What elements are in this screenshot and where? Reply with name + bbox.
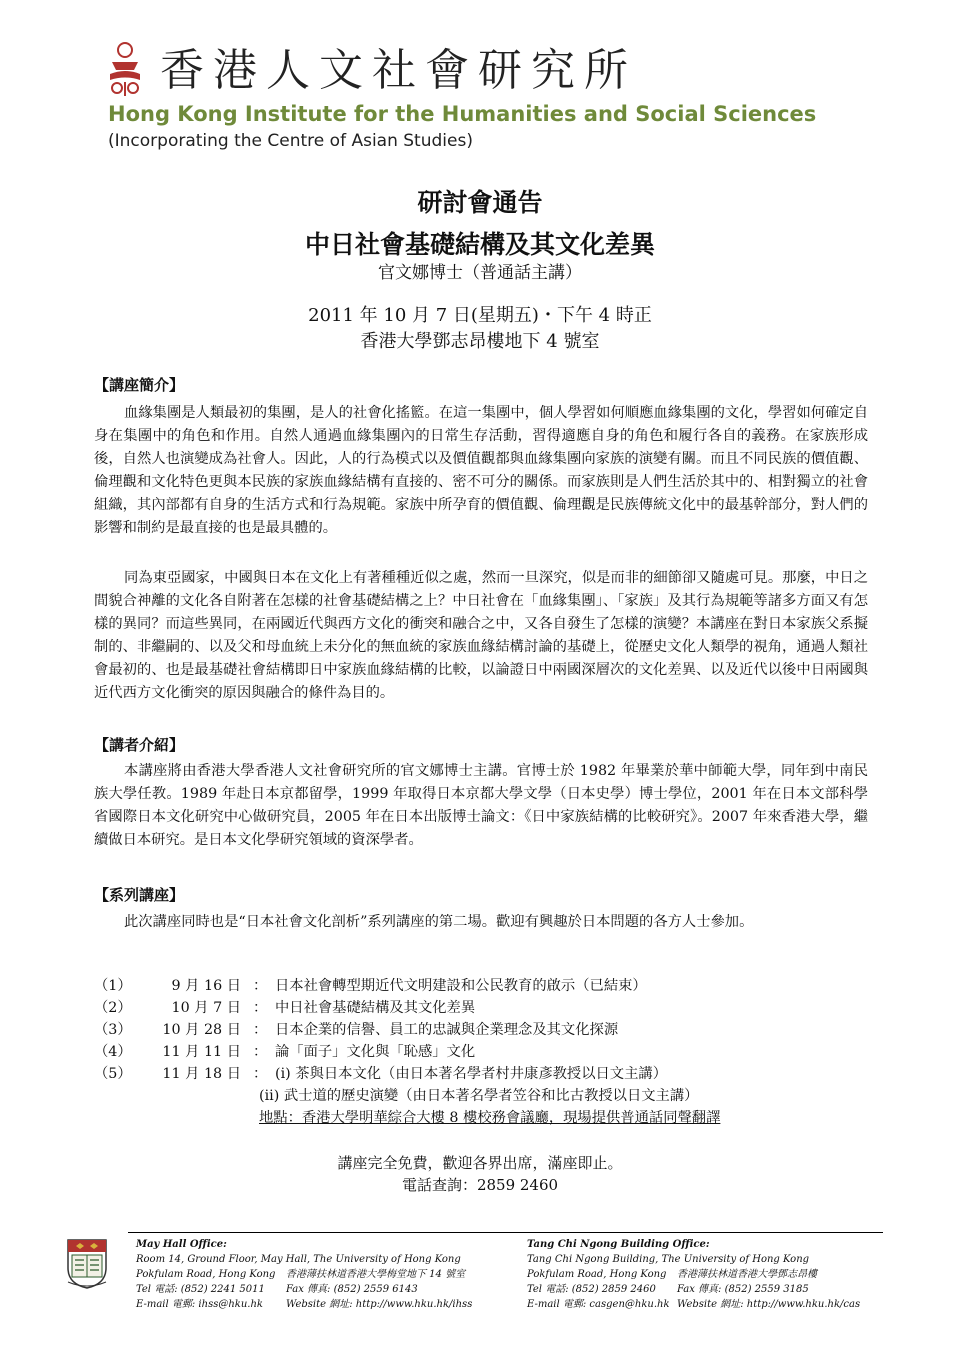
- seminar-topic: 中日社會基礎結構及其文化差異: [304, 230, 655, 259]
- office-address-chinese: 香港薄扶林道香港大學梅堂地下 14 號室: [286, 1269, 466, 1280]
- schedule-row: [94, 997, 874, 1019]
- office-address: Tang Chi Ngong Building, The University of Hong Kong: [527, 1254, 810, 1265]
- schedule-date: 10 月 7 日: [171, 1000, 241, 1016]
- office-address-chinese: 香港薄扶林道香港大學鄧志昂樓: [677, 1269, 817, 1280]
- event-datetime: 2011 年 10 月 7 日(星期五)・下午 4 時正: [308, 305, 652, 326]
- schedule-title: 論「面子」文化與「恥感」文化: [275, 1044, 476, 1060]
- office-website[interactable]: Website 網址: http://www.hku.hk/cas: [677, 1299, 861, 1310]
- intro-heading: 【講座簡介】: [94, 376, 185, 394]
- schedule-row: [94, 1041, 874, 1063]
- schedule-title: (i) 茶與日本文化（由日本著名學者村井康彥教授以日文主講）: [275, 1066, 667, 1082]
- office-road: Pokfulam Road, Hong Kong: [136, 1269, 276, 1280]
- series-heading: 【系列講座】: [94, 886, 185, 904]
- schedule-date: 10 月 28 日: [162, 1022, 241, 1038]
- lecture-schedule: [94, 975, 874, 1129]
- institute-subtitle: (Incorporating the Centre of Asian Studies): [108, 131, 473, 151]
- office-fax: Fax 傳真: (852) 2559 3185: [677, 1284, 809, 1295]
- schedule-number: （4）: [94, 1044, 132, 1060]
- intro-paragraph-2: 同為東亞國家，中國與日本在文化上有著種種近似之處，然而一旦深究，似是而非的細節卻又隨處可見。那麼，中日之間貌合神離的文化各自附著在怎樣的社會基礎結構之上？中日社會在「血緣集團」、「家族」及其行為規範等諸多方面又有怎樣的異同？而這些異同，在兩國近代與西方文化的衝突和融合之中，又各自發生了怎樣的演變？本講座在對日本家族父系擬制的、非繼嗣的、以及父和母血統上未分化的無血統的家族血緣結構討論的基礎上，從歷史文化人類學的視角，通過人類社會最初的、也是最基礎社會結構即日中家族血緣結構的比較，以論證日中兩國深層次的文化差異、以及近代以後中日兩國與近代西方文化衝突的原因與融合的條件為目的。: [94, 570, 868, 701]
- schedule-row: [94, 975, 874, 997]
- schedule-sub-lecture: (ii) 武士道的歷史演變（由日本著名學者笠谷和比古教授以日文主講）: [259, 1088, 699, 1104]
- office-tel: Tel 電話: (852) 2241 5011: [136, 1284, 265, 1295]
- notice-title: 研討會通告: [417, 188, 543, 217]
- schedule-row: [94, 1019, 874, 1041]
- schedule-colon: ：: [253, 1022, 268, 1038]
- speaker-paragraph: 本講座將由香港大學香港人文社會研究所的官文娜博士主講。官博士於 1982 年畢業於華中師範大學，同年到中南民族大學任教。1989 年赴日本京都留學，1999 年取得日本京都大學文學（日本史學）博士學位，2001 年在日本文部科學省國際日本文化研究中心做研究員，2005 年在日本出版博士論文：《日中家族結構的比較研究》。2007 年來香港大學，繼續做日本研究。是日本文化學研究領域的資深學者。: [94, 763, 868, 848]
- schedule-title: 中日社會基礎結構及其文化差異: [275, 1000, 476, 1016]
- institute-seal-logo: [104, 40, 146, 98]
- admission-note: 講座完全免費，歡迎各界出席，滿座即止。: [337, 1154, 623, 1172]
- enquiry-phone: 電話查詢：2859 2460: [401, 1176, 559, 1194]
- office-road: Pokfulam Road, Hong Kong: [527, 1269, 667, 1280]
- office-email[interactable]: E-mail 電郵: ihss@hku.hk: [136, 1299, 263, 1310]
- schedule-colon: ：: [253, 978, 268, 994]
- schedule-date: 11 月 18 日: [162, 1066, 241, 1082]
- schedule-colon: ：: [253, 1044, 268, 1060]
- schedule-colon: ：: [253, 1066, 268, 1082]
- schedule-location: 地點：香港大學明華綜合大樓 8 樓校務會議廳，現場提供普通話同聲翻譯: [259, 1110, 721, 1126]
- schedule-number: （3）: [94, 1022, 132, 1038]
- schedule-number: （2）: [94, 1000, 132, 1016]
- schedule-number: （5）: [94, 1066, 132, 1082]
- speaker-heading: 【講者介紹】: [94, 736, 185, 754]
- tang-chi-ngong-office: [527, 1237, 860, 1312]
- series-paragraph: 此次講座同時也是“日本社會文化剖析”系列講座的第二場。歡迎有興趣於日本問題的各方人士參加。: [124, 914, 754, 930]
- footer-divider: [128, 1232, 883, 1233]
- schedule-colon: ：: [253, 1000, 268, 1016]
- schedule-number: （1）: [94, 978, 132, 994]
- event-venue: 香港大學鄧志昂樓地下 4 號室: [360, 331, 600, 352]
- office-website[interactable]: Website 網址: http://www.hku.hk/ihss: [286, 1299, 473, 1310]
- schedule-date: 9 月 16 日: [171, 978, 241, 994]
- office-address: Room 14, Ground Floor, May Hall, The University of Hong Kong: [136, 1254, 461, 1265]
- hku-crest-icon: [66, 1238, 108, 1290]
- office-email[interactable]: E-mail 電郵: casgen@hku.hk: [527, 1299, 670, 1310]
- office-tel: Tel 電話: (852) 2859 2460: [527, 1284, 656, 1295]
- institute-name-chinese: 香港人文社會研究所: [160, 45, 637, 96]
- may-hall-office: [136, 1237, 472, 1312]
- schedule-row: [94, 1063, 874, 1085]
- institute-name-english: Hong Kong Institute for the Humanities and Social Sciences: [108, 102, 817, 126]
- schedule-title: 日本企業的信譽、員工的忠誠與企業理念及其文化探源: [275, 1022, 619, 1038]
- speaker-line: 官文娜博士（普通話主講）: [378, 263, 582, 283]
- schedule-title: 日本社會轉型期近代文明建設和公民教育的啟示（已結束）: [275, 978, 647, 994]
- office-heading: May Hall Office:: [136, 1239, 227, 1250]
- intro-paragraph-1: 血緣集團是人類最初的集團，是人的社會化搖籃。在這一集團中，個人學習如何順應血緣集團的文化，學習如何確定自身在集團中的角色和作用。自然人通過血緣集團內的日常生存活動，習得適應自身的角色和履行各自的義務。在家族形成後，自然人也演變成為社會人。因此，人的行為模式以及價值觀都與血緣集團向家族的演變有關。而且不同民族的價值觀、倫理觀和文化特色更與本民族的家族血緣結構有直接的、密不可分的關係。而家族則是人們生活於其中的、相對獨立的社會組織，其內部都有自身的生活方式和行為規範。家族中所孕育的價值觀、倫理觀是民族傳統文化中的最基幹部分，對人們的影響和制約是最直接的也是最具體的。: [94, 405, 868, 536]
- schedule-date: 11 月 11 日: [162, 1044, 241, 1060]
- office-heading: Tang Chi Ngong Building Office:: [527, 1239, 710, 1250]
- office-fax: Fax 傳真: (852) 2559 6143: [286, 1284, 418, 1295]
